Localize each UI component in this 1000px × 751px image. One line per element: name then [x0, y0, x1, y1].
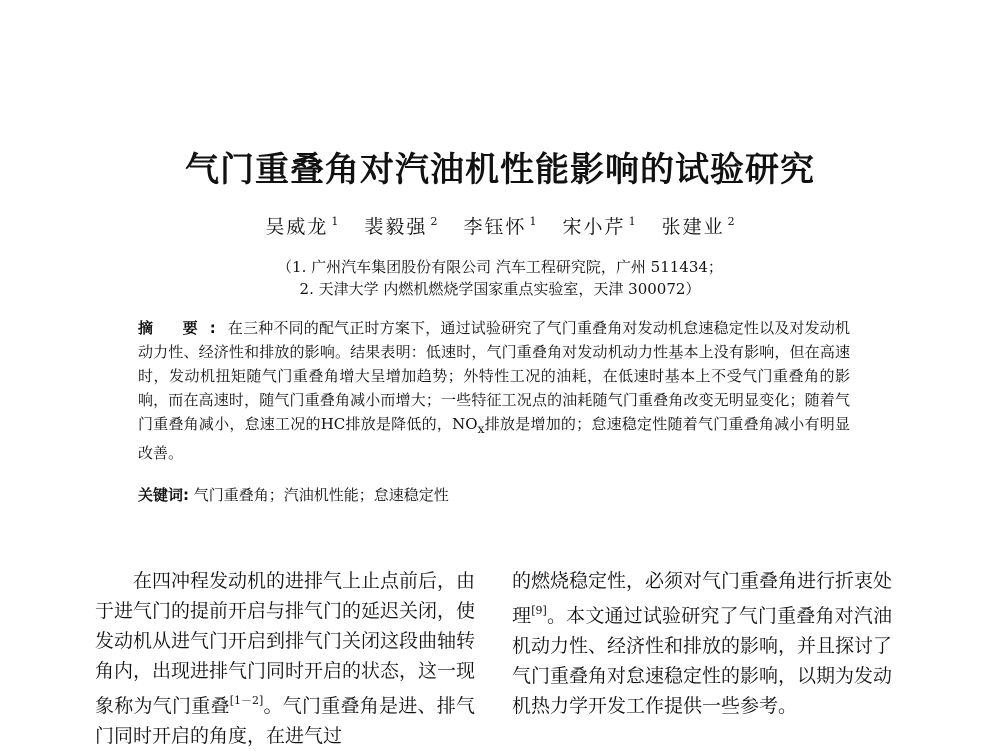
affiliation-line: （1. 广州汽车集团股份有限公司 汽车工程研究院，广州 511434；	[277, 258, 723, 276]
author: 裴毅强 $^2$	[364, 215, 438, 238]
author: 宋小芹 $^1$	[562, 215, 636, 238]
citation: [1－2]	[229, 694, 264, 707]
body-text: 。本文通过试验研究了气门重叠角对汽油机动力性、经济性和排放的影响，并且探讨了气门重叠角对怠速稳定性的影响，以期为发动机热力学开发工作提供一些参考。	[512, 605, 893, 717]
abstract-subscript: x	[477, 421, 485, 436]
keywords-text: 气门重叠角；汽油机性能；怠速稳定性	[193, 486, 449, 504]
keywords	[138, 483, 850, 507]
body-text: 的燃烧稳定性，必须对气门重叠角进行折衷处理	[512, 570, 893, 627]
paper-title: 气门重叠角对汽油机性能影响的试验研究	[185, 150, 815, 190]
body-text: 在四冲程发动机的进排气上止点前后，由于进气门的提前开启与排气门的延迟关闭，使发动机从进气门开启到排气门关闭这段曲轴转角内，出现进排气门同时开启的状态，这一现象称为气门重叠	[95, 570, 476, 717]
author-list	[0, 212, 1000, 239]
author: 吴威龙 $^1$	[265, 215, 339, 238]
abstract-text-end: 排放是增加的；怠速稳定性随着气门重叠角减小有明显改善。	[138, 415, 850, 462]
author: 张建业 $^2$	[661, 215, 735, 238]
body-column-left	[95, 566, 475, 751]
abstract-label: 摘 要:	[138, 319, 228, 337]
body-column-right	[512, 566, 892, 721]
abstract-text: 在三种不同的配气正时方案下，通过试验研究了气门重叠角对发动机怠速稳定性以及对发动机动力性、经济性和排放的影响。结果表明：低速时，气门重叠角对发动机动力性基本上没有影响，但在高速时，发动机扭矩随气门重叠角增大呈增加趋势；外特性工况的油耗，在低速时基本上不受气门重叠角的影响，而在高速时，随气门重叠角减小而增大；一些特征工况点的油耗随气门重叠角改变无明显变化；随着气门重叠角减小，怠速工况的HC排放是降低的，NO	[138, 319, 850, 433]
keywords-label: 关键词:	[138, 486, 189, 504]
citation: [9]	[531, 604, 547, 617]
affiliation-line: 2. 天津大学 内燃机燃烧学国家重点实验室，天津 300072）	[299, 280, 701, 298]
abstract	[138, 316, 850, 465]
author: 李钰怀 $^1$	[463, 215, 537, 238]
body-text: 。气门重叠角是进、排气门同时开启的角度，在进气过	[95, 695, 475, 747]
